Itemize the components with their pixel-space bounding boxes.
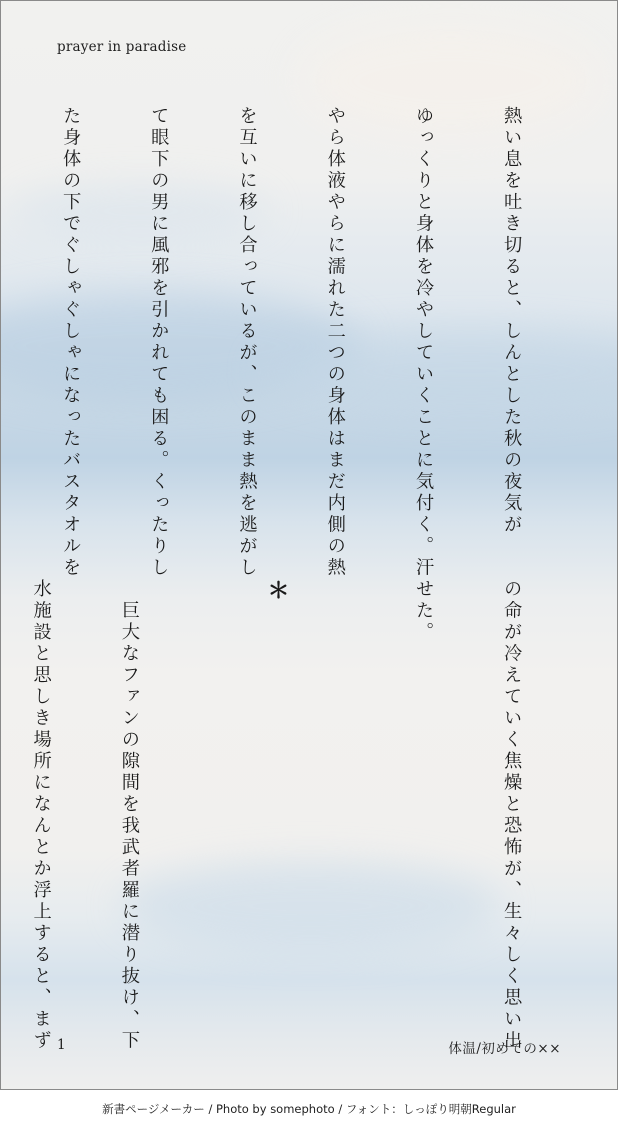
text-line: やら体液やらに濡れた二つの身体はまだ内側の熱 — [324, 106, 346, 579]
page-number: 1 — [57, 1037, 66, 1053]
text-line: ゆっくりと身体を冷やしていくことに気付く。汗 — [412, 106, 434, 579]
book-title: prayer in paradise — [57, 39, 187, 55]
text-line: 熱い息を吐き切ると、しんとした秋の夜気が — [501, 106, 523, 536]
text-line: せた。 — [412, 579, 434, 644]
text-line: 水施設と思しき場所になんとか浮上すると、まず — [30, 579, 52, 1052]
scene-break-asterisk: ＊ — [263, 579, 290, 605]
text-line: た身体の下でぐしゃぐしゃになったバスタオルを — [60, 106, 82, 579]
text-line: を互いに移し合っているが、このまま熱を逃がし — [236, 106, 258, 579]
running-title: 体温/初めての×× — [448, 1041, 561, 1057]
text-line: 巨大なファンの隙間を我武者羅に潜り抜け、下 — [118, 579, 140, 1052]
text-line: て眼下の男に風邪を引かれても困る。くったりし — [148, 106, 170, 579]
credit-footer: 新書ページメーカー / Photo by somephoto / フォント：しっぽり明朝Regular — [102, 1102, 516, 1116]
text-block-top — [45, 106, 585, 579]
text-line: の命が冷えていく焦燥と恐怖が、生々しく思い出 — [501, 579, 523, 1052]
